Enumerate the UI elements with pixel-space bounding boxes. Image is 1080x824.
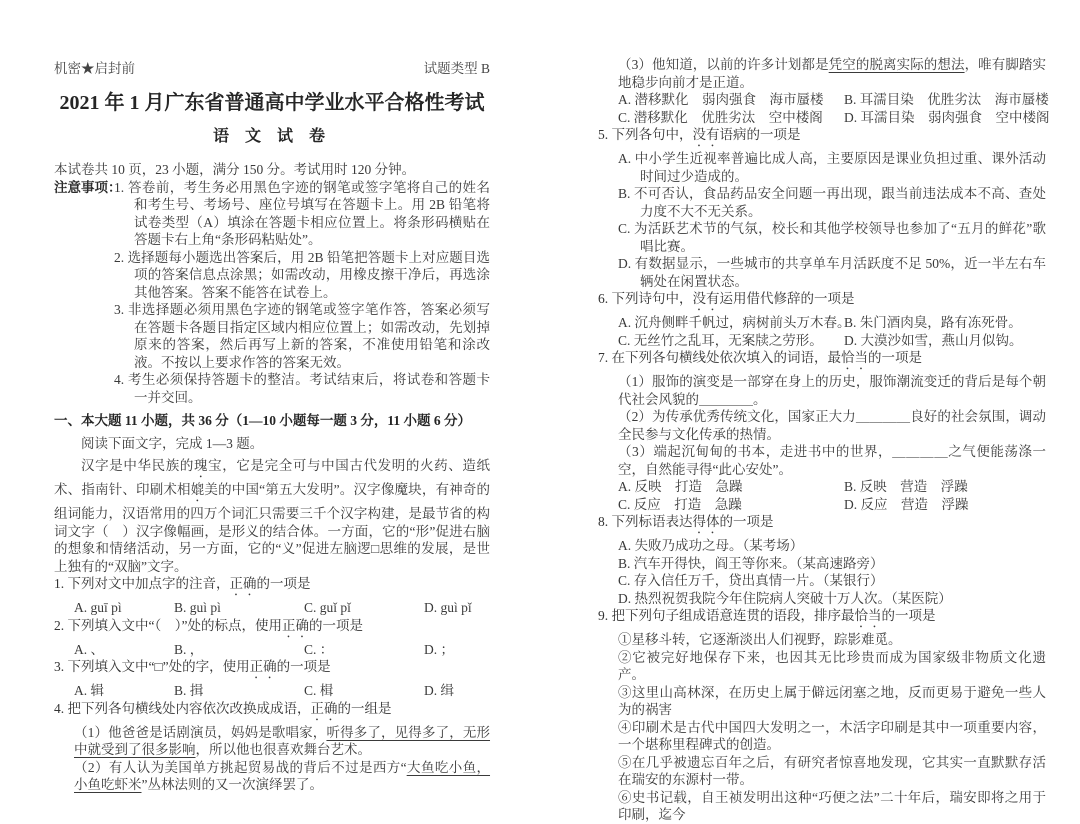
question-8-option-b (618, 555, 1046, 573)
text-segment: 3. 下列填入文中“□”处的字，使用 (54, 659, 250, 674)
notice-label: 注意事项： (54, 179, 122, 195)
question-4-options (618, 91, 1049, 109)
text-segment: B. 不可否认，食品药品安全问题一再出现，跟当前违法成本不高、查处力度不大不无关系。 (618, 186, 1046, 219)
question-5-option-b (618, 185, 1046, 220)
text-segment: 7. 在下列各句横线处依次填入的词语，最 (598, 350, 841, 365)
text-segment: （2）有人认为美国单方挑起贸易战的背后不过是西方“ (74, 759, 407, 775)
text-segment: ①星移斗转，它逐渐淡出人们视野，踪影难觅。 (618, 632, 902, 647)
question-4-stem (54, 700, 490, 724)
question-5-option-c (618, 220, 1046, 255)
emphasized-text: 媲 (190, 482, 205, 497)
option-item: C. 楫 (304, 683, 334, 698)
text-segment: 语病的一项是 (719, 127, 801, 142)
underlined-text: 凭空的脱离实际的想法 (828, 57, 965, 72)
emphasized-text: 没有 (692, 127, 720, 142)
text-segment: 6. 下列诗句中， (598, 291, 693, 306)
emphasized-text: 恰当 (854, 608, 882, 623)
text-segment: 4. 把下列各句横线处内容依次改换成成语， (54, 700, 311, 716)
text-segment: 的一组是 (337, 700, 392, 716)
option-item: A. guī pì (74, 600, 122, 615)
question-9-stem (598, 607, 1046, 631)
question-9-sentence-1 (618, 631, 1046, 649)
text-segment: 的一项是 (719, 514, 774, 529)
emphasized-text: 没有 (692, 291, 720, 306)
text-segment: B. 汽车开得快，阎王等你来。（某高速路旁） (618, 555, 884, 571)
page-header-row (54, 60, 490, 77)
text-segment: 9. 把下列句子组成语意连贯的语段，排序最 (598, 608, 855, 623)
emphasized-text: 得体 (692, 514, 720, 529)
notice-item (114, 179, 490, 249)
exam-info-line (54, 161, 490, 179)
text-segment: （3）端起沉甸甸的书本，走进书中的世界，＿＿＿＿之气便能荡涤一空，自然能寻得“此心安处”。 (618, 444, 1046, 477)
text-segment: ⑤在几乎被遗忘百年之后，有研究者惊喜地发现，它其实一直默默存活在瑞安的东源村一带。 (618, 754, 1046, 787)
question-7-options (618, 478, 1046, 496)
question-8-stem (598, 513, 1046, 537)
emphasized-text: 恰当 (841, 350, 868, 365)
question-9-sentence-2 (618, 649, 1046, 684)
text-segment: 1. 答卷前，考生务必用黑色字迹的钢笔或签字笔将自己的姓名和考生号、考场号、座位号填写在答题卡上。用 2B 铅笔将试卷类型（A）填涂在答题卡相应位置上。将条形码横贴在答题卡右上角“条形码粘贴处”。 (114, 179, 490, 247)
text-segment: ②它被完好地保存下来，也因其无比珍贵而成为国家级非物质文化遗产。 (618, 649, 1046, 682)
question-8-option-a (618, 537, 1046, 555)
text-segment: （1）服饰的演变是一部穿在身上的历史，服饰潮流变迁的背后是每个朝代社会风貌的＿＿＿＿。 (618, 374, 1046, 407)
notice-section (54, 179, 490, 407)
text-segment: 阅读下面文字，完成 1—3 题。 (81, 435, 264, 451)
text-segment: ⑥史书记载，自王祯发明出这种“巧便之法”二十年后，瑞安即将之用于印刷，迄今 (618, 789, 1046, 822)
text-segment: 8. 下列标语表达 (598, 514, 693, 529)
text-segment: 的一项是 (256, 576, 311, 591)
question-7-options (618, 496, 1046, 514)
reading-instruction (54, 435, 490, 453)
option-item: B. guì pì (174, 600, 221, 615)
passage-paragraph (54, 457, 490, 575)
option-item: B. 反映 营造 浮躁 (844, 479, 968, 494)
question-4-item-3 (618, 56, 1046, 91)
text-segment: 的一项是 (868, 350, 922, 365)
question-7-stem (598, 349, 1046, 373)
option-item: C. ： (304, 641, 334, 657)
option-item: C. guǐ pǐ (304, 600, 351, 615)
question-7-item-1 (618, 373, 1046, 408)
right-page (598, 56, 1050, 824)
exam-title: 2021 年 1 月广东省普通高中学业水平合格性考试 (59, 92, 485, 114)
notice-item (114, 371, 490, 406)
emphasized-text: 正确 (249, 659, 277, 674)
question-5-option-d (618, 255, 1046, 290)
text-segment: A. 失败乃成功之母。（某考场） (618, 538, 804, 553)
question-8-option-d (618, 590, 1046, 608)
exam-subtitle: 语 文 试 卷 (212, 128, 331, 145)
question-7-item-3 (618, 443, 1046, 478)
question-9-sentence-5 (618, 754, 1046, 789)
question-6-stem (598, 290, 1046, 314)
text-segment: 的一项是 (881, 608, 936, 623)
text-segment: 3. 非选择题必须用黑色字迹的钢笔或签字笔作答，答案必须写在答题卡各题目指定区域内相应位置上；如需改动，先划掉原来的答案，然后再写上新的答案，不准使用铅笔和涂改液。不按以上要求作答的答案无效。 (114, 302, 490, 370)
question-9-sentence-4 (618, 719, 1046, 754)
question-2-stem (54, 617, 490, 641)
option-item: B. 揖 (174, 683, 204, 698)
text-segment: C. 为活跃艺术节的气氛，校长和其他学校领导也参加了“五月的鲜花”歌唱比赛。 (618, 221, 1046, 254)
text-segment: 2. 下列填入文中“（ ）”处的标点，使用 (54, 617, 282, 633)
underlined-text: 听得多了，见得多了，无形中就受到了很多影响 (74, 724, 491, 757)
emphasized-text: 正确 (310, 700, 338, 716)
question-4-item-2 (74, 759, 490, 794)
text-segment: ，唯有脚踏实地稳步向前才是正道。 (618, 57, 1047, 90)
notice-item (114, 301, 490, 371)
text-segment: 4. 考生必须保持答题卡的整洁。考试结束后，将试卷和答题卡一并交回。 (114, 372, 490, 405)
question-4-item-1 (74, 724, 490, 759)
option-item: A. 辑 (74, 683, 104, 698)
option-item: A. 潜移默化 弱肉强食 海市蜃楼 (618, 92, 824, 107)
text-segment: D. 有数据显示，一些城市的共享单车月活跃度不足 50%，近一半左右车辆处在闲置状态。 (618, 256, 1046, 289)
underlined-text: 大鱼吃小鱼，小鱼吃虾米 (74, 759, 491, 792)
text-segment: （2）为传承优秀传统文化，国家正大力＿＿＿＿良好的社会氛围，调动全民参与文化传承的热情。 (618, 409, 1046, 442)
notice-item (114, 249, 490, 302)
text-segment: 1. 下列对文中加点字的注音， (54, 576, 230, 591)
text-segment: D. 热烈祝贺我院今年住院病人突破十万人次。（某医院） (618, 590, 952, 606)
section-heading (54, 412, 490, 430)
question-5-stem (598, 126, 1046, 150)
left-column-content (54, 161, 490, 794)
option-item: C. 无丝竹之乱耳，无案牍之劳形。 (618, 332, 823, 348)
paper-type-label: 试题类型 B (423, 61, 490, 76)
question-9-sentence-3 (618, 684, 1046, 719)
question-3-stem (54, 658, 490, 682)
question-1-stem (54, 575, 490, 599)
option-item: A. 沉舟侧畔千帆过，病树前头万木春。 (618, 315, 851, 330)
question-5-option-a (618, 150, 1046, 185)
option-item: D. guì pǐ (424, 600, 472, 615)
question-8-option-c (618, 572, 1046, 590)
question-3-options (74, 682, 490, 700)
security-label: 机密★启封前 (54, 61, 135, 76)
emphasized-text: 瑰 (194, 458, 209, 473)
text-segment: ”丛林法则的又一次演绎罢了。 (141, 777, 323, 792)
text-segment: 宝，它是完全可与中国古代发明的火药、造纸术、指南针、印刷术相 (54, 458, 490, 497)
option-item: D. 缉 (424, 683, 454, 698)
option-item: B. 朱门酒肉臭，路有冻死骨。 (844, 315, 1022, 330)
text-segment: 美的中国“第五大发明”。汉字像魔块，有神奇的组词能力，汉语常用的四万个词汇只需要三千个汉字构建，是最节省的构词文字（ ）汉字像幅画，是形义的结合体。一方面，它的“形”促进右脑的想象和情绪活动，另一方面，它的“义”促进左脑逻□思维的发展，是世上独有的“双脑”文字。 (54, 482, 491, 574)
option-item: D. ； (424, 641, 454, 657)
option-item: A. 反映 打造 急躁 (618, 479, 743, 494)
question-7-item-2 (618, 408, 1046, 443)
text-segment: 的一项是 (276, 659, 331, 674)
option-item: A. 、 (74, 641, 104, 657)
option-item: D. 耳濡目染 弱肉强食 空中楼阁 (844, 109, 1050, 125)
question-1-options (74, 599, 490, 617)
text-segment: 运用借代修辞的一项是 (719, 291, 855, 306)
emphasized-text: 正确 (229, 576, 257, 591)
left-page (54, 60, 490, 794)
text-segment: 一、本大题 11 小题，共 36 分（1—10 小题每一题 3 分，11 小题 6 分） (54, 413, 472, 428)
option-item: B. 耳濡目染 优胜劣汰 海市蜃楼 (844, 92, 1049, 107)
text-segment: （1）他爸爸是话剧演员，妈妈是歌唱家， (74, 724, 327, 740)
text-segment: ④印刷术是古代中国四大发明之一，木活字印刷是其中一项重要内容，一个堪称里程碑式的创造。 (618, 719, 1046, 752)
question-9-sentence-6 (618, 789, 1046, 824)
text-segment: 本试卷共 10 页，23 小题，满分 150 分。考试用时 120 分钟。 (54, 162, 416, 177)
option-item: C. 潜移默化 优胜劣汰 空中楼阁 (618, 109, 823, 125)
right-column-content (598, 56, 1050, 824)
text-segment: A. 中小学生近视率普遍比成人高，主要原因是课业负担过重、课外活动时间过少造成的。 (618, 151, 1046, 184)
question-6-options (618, 314, 1046, 332)
text-segment: 2. 选择题每小题选出答案后，用 2B 铅笔把答题卡上对应题目选项的答案信息点涂黑；如需改动，用橡皮擦干净后，再选涂其他答案。答案不能答在试卷上。 (114, 249, 490, 300)
emphasized-text: 正确 (281, 617, 309, 633)
question-6-options (618, 332, 1046, 350)
text-segment: 5. 下列各句中， (598, 127, 693, 142)
text-segment: C. 存入信任万千，贷出真情一片。（某银行） (618, 573, 884, 588)
option-item: B. ， (174, 641, 204, 657)
text-segment: 的一项是 (308, 617, 363, 633)
text-segment: ，所以他也很喜欢舞台艺术。 (195, 742, 371, 757)
text-segment: （3）他知道，以前的许多计划都是 (618, 57, 829, 72)
option-item: C. 反应 打造 急躁 (618, 496, 742, 512)
option-item: D. 大漠沙如雪，燕山月似钩。 (844, 332, 1023, 348)
question-4-options (618, 109, 1050, 127)
question-2-options (74, 641, 490, 659)
text-segment: ③这里山高林深，在历史上属于僻远闭塞之地，反而更易于避免一些人为的祸害 (618, 684, 1046, 717)
option-item: D. 反应 营造 浮躁 (844, 496, 969, 512)
text-segment: 汉字是中华民族的 (81, 458, 194, 473)
